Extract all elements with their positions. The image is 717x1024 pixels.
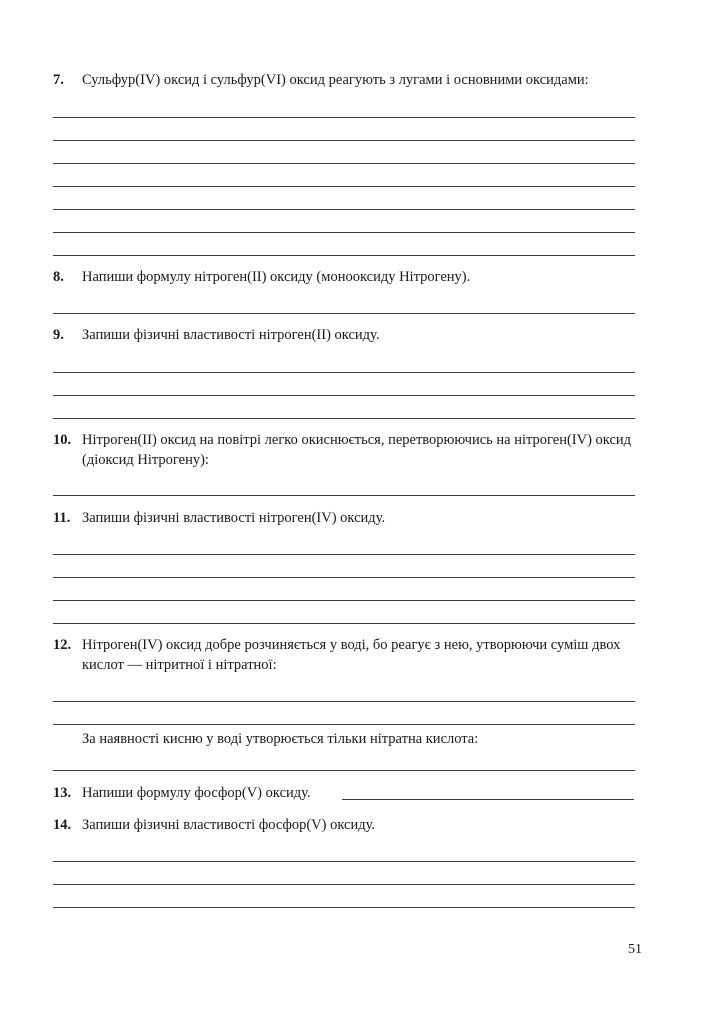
answer-line[interactable] — [53, 140, 635, 141]
answer-line[interactable] — [53, 701, 635, 702]
inline-answer-line[interactable] — [342, 799, 634, 800]
answer-line[interactable] — [53, 418, 635, 419]
question-text: Запиши фізичні властивості фосфор(V) оксиду. — [82, 817, 376, 833]
answer-line[interactable] — [53, 117, 635, 118]
answer-line[interactable] — [53, 861, 635, 862]
page-number: 51 — [628, 942, 642, 957]
question-text: Напиши формулу фосфор(V) оксиду. — [82, 785, 311, 801]
question-number: 14. — [53, 817, 72, 833]
question-12 — [53, 635, 637, 675]
question-10 — [53, 430, 637, 470]
question-8 — [53, 267, 637, 287]
question-9 — [53, 325, 637, 345]
answer-line[interactable] — [53, 395, 635, 396]
answer-line[interactable] — [53, 209, 635, 210]
question-14 — [53, 815, 637, 835]
question-text: Нітроген(IV) оксид добре розчиняється у воді, бо реагує з нею, утворюючи суміш двох кислот — нітритної і нітратної: — [82, 637, 621, 673]
question-7 — [53, 70, 637, 90]
answer-line[interactable] — [53, 495, 635, 496]
question-text: Запиши фізичні властивості нітроген(II) оксиду. — [82, 327, 380, 343]
question-text: Напиши формулу нітроген(II) оксиду (монооксиду Нітрогену). — [82, 269, 471, 285]
question-text: Сульфур(IV) оксид і сульфур(VI) оксид реагують з лугами і основними оксидами: — [82, 72, 589, 88]
question-number: 10. — [53, 432, 72, 448]
answer-line[interactable] — [53, 554, 635, 555]
answer-line[interactable] — [53, 884, 635, 885]
answer-line[interactable] — [53, 623, 635, 624]
answer-line[interactable] — [53, 313, 635, 314]
answer-line[interactable] — [53, 577, 635, 578]
answer-line[interactable] — [53, 163, 635, 164]
answer-line[interactable] — [53, 907, 635, 908]
question-number: 7. — [53, 72, 64, 88]
answer-line[interactable] — [53, 770, 635, 771]
answer-line[interactable] — [53, 255, 635, 256]
question-text: Нітроген(II) оксид на повітрі легко окиснюється, перетворюючись на нітроген(IV) оксид (діоксид Нітрогену): — [82, 432, 632, 468]
question-11 — [53, 508, 637, 528]
question-13 — [53, 783, 637, 803]
question-text: Запиши фізичні властивості нітроген(IV) оксиду. — [82, 510, 386, 526]
question-number: 13. — [53, 785, 72, 801]
question-12-note: За наявності кисню у воді утворюється тільки нітратна кислота: — [82, 731, 479, 747]
answer-line[interactable] — [53, 232, 635, 233]
answer-line[interactable] — [53, 186, 635, 187]
question-number: 8. — [53, 269, 64, 285]
answer-line[interactable] — [53, 600, 635, 601]
answer-line[interactable] — [53, 372, 635, 373]
question-number: 12. — [53, 637, 72, 653]
question-number: 11. — [53, 510, 71, 526]
question-number: 9. — [53, 327, 64, 343]
answer-line[interactable] — [53, 724, 635, 725]
